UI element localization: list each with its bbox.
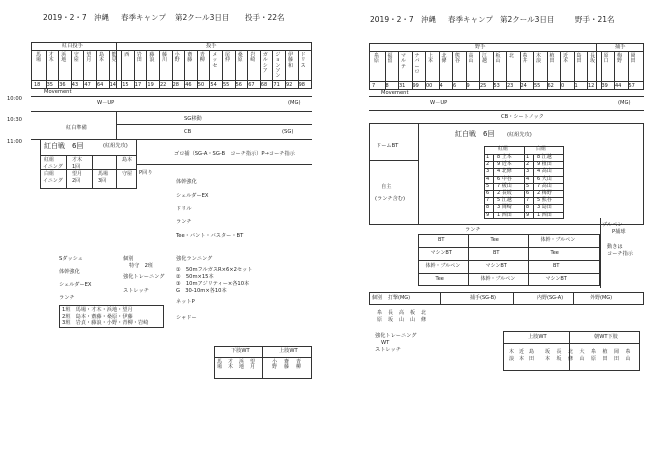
strength-label: 強化トレーニング — [123, 274, 165, 280]
lineup-white: 2 梅野 — [537, 190, 552, 196]
running-item: ③ 10mアジリティー×各10本 — [176, 281, 250, 287]
lineup-head: 紅組 — [498, 146, 509, 152]
roster-name: 浜地 — [61, 52, 67, 64]
roster-number: 4 — [439, 83, 443, 89]
sub-cell: 守屋 — [122, 171, 133, 177]
sg-move-label: SG移動 — [184, 116, 202, 122]
wt-name: 本 — [519, 356, 525, 362]
sub-cell: 2回 — [72, 178, 81, 184]
roster-name: 北條 — [441, 53, 447, 65]
s-dash-label: Sダッシュ — [59, 256, 83, 262]
rotation-cell: マシンBT — [485, 263, 507, 269]
catchers-label: 捕手 — [615, 44, 626, 50]
coach-note-label: 動きは コーチ指示 — [607, 244, 633, 257]
right-mg-label: (MG) — [618, 100, 631, 106]
roster-name: 北 — [509, 53, 515, 59]
wt-name: 馬場 — [217, 359, 223, 371]
right-wt-upper: 上肢WT — [528, 334, 547, 340]
right-header-place: 沖縄 — [421, 15, 436, 24]
roster-name: ドリス — [300, 52, 306, 69]
roster-name: 才木 — [48, 52, 54, 64]
right-header-cool: 第2クール3日目 — [500, 15, 555, 24]
cb-label: CB — [184, 129, 192, 135]
roster-name: 能見 — [111, 52, 117, 64]
roster-name: 小野 — [174, 52, 180, 64]
sub-cell: 3回 — [98, 178, 107, 184]
wt-name: 望月 — [250, 359, 256, 371]
roster-number: 62 — [547, 83, 554, 89]
right-header-date: 2019・2・7 — [370, 15, 414, 24]
roster-number: 56 — [235, 82, 242, 88]
roster-name: 糸原 — [374, 53, 380, 65]
roster-number: 1 — [574, 83, 578, 89]
roster-number: 46 — [185, 82, 192, 88]
roster-name: 守屋 — [73, 52, 79, 64]
menu-item: Tee・バント・バスター・BT — [176, 233, 244, 239]
bottom-name: 山 — [399, 317, 405, 323]
roster-number: 35 — [46, 82, 53, 88]
roster-number: 23 — [507, 83, 514, 89]
roster-name: ジョンソン — [275, 52, 281, 79]
roster-number: 0 — [561, 83, 565, 89]
sub-cell: 才木 — [72, 157, 83, 163]
roster-name: 馬場 — [36, 52, 42, 64]
roster-name: 尾仲 — [225, 52, 231, 64]
lineup-white: 5 熊谷 — [537, 197, 552, 204]
red-white-pitchers-label: 紅白投手 — [62, 43, 83, 49]
roster-number: 00 — [426, 83, 433, 89]
lineup-order: 9 — [526, 211, 530, 218]
rotation-cell: 体幹・ブルペン — [540, 237, 576, 243]
fielders-label: 野手 — [475, 44, 486, 50]
bottom-name: 坂 — [388, 317, 394, 323]
roster-number: 99 — [412, 83, 419, 89]
individual-label: 個別 — [123, 256, 134, 262]
lineup-red: 7 板山 — [497, 182, 512, 189]
running-item: ① 50mフルガスR×6×2セット — [176, 267, 253, 273]
wt-name: 田 — [529, 356, 535, 362]
lineup-order: 5 — [486, 182, 490, 189]
roster-name: 藤浪 — [149, 52, 155, 64]
time-1030: 10:30 — [7, 117, 22, 123]
roster-number: 6 — [453, 83, 457, 89]
right-strength-label: 強化トレーニング — [375, 333, 417, 339]
shadow-label: シャドー — [176, 315, 197, 321]
lineup-red: 8 上本 — [497, 154, 512, 160]
lineup-head: 白組 — [536, 146, 547, 152]
roster-number: 8 — [385, 83, 389, 89]
rotation-cell: 体幹・ブルペン — [425, 263, 461, 269]
rotation-cell: 体幹・ブルペン — [480, 276, 516, 282]
wup-label: W－UP — [97, 100, 115, 106]
rotation-cell: BT — [438, 237, 445, 243]
wt-name: 山 — [579, 356, 585, 362]
time-1000: 10:00 — [7, 96, 22, 102]
roster-number: 14 — [109, 82, 116, 88]
lineup-order: 3 — [526, 168, 530, 175]
left-header-camp: 春季キャンプ — [121, 13, 166, 22]
roster-number: 67 — [248, 82, 255, 88]
bottom-name: 糸 — [377, 310, 383, 316]
rotation-cell: Tee — [435, 276, 444, 282]
sub-inning-label: イニング — [43, 164, 63, 170]
goro-label: ゴロ捕（SG-A・SG-B コーチ指示）P→コーチ指示 — [174, 151, 295, 157]
roster-name: 伊藤和 — [288, 52, 294, 69]
wt-name: 田 — [602, 356, 608, 362]
lineup-order: 8 — [526, 204, 530, 211]
special-label: 特守 2班 — [129, 263, 154, 269]
movement-label: Movement — [44, 89, 72, 95]
roster-number: 71 — [273, 82, 280, 88]
right-movement-label: Movement — [381, 90, 409, 96]
lineup-red: 4 北條 — [497, 168, 512, 175]
roster-number: 25 — [480, 83, 487, 89]
individual-cell: 外野(MG) — [590, 295, 613, 301]
left-game-title: 紅白戦 6回 — [44, 142, 84, 150]
right-page — [325, 0, 650, 450]
roster-name: 福留 — [387, 53, 393, 65]
wt-name: 北 — [568, 349, 574, 355]
right-stretch-label: ストレッチ — [375, 347, 401, 353]
right-game-title: 紅白戦 6回 — [455, 130, 495, 138]
roster-name: 原口 — [603, 53, 609, 65]
roster-number: 68 — [260, 82, 268, 88]
roster-name: 岡田 — [630, 53, 636, 65]
sg-label: (SG) — [282, 129, 294, 135]
lunch-right-label: ランチ — [465, 227, 481, 233]
lineup-red: 9 近本 — [497, 161, 512, 168]
roster-number: 54 — [210, 82, 217, 88]
bottom-name: 山 — [410, 317, 416, 323]
roster-name: 西 — [124, 52, 130, 58]
right-header-group: 野手・21名 — [575, 15, 615, 24]
roster-number: 19 — [147, 82, 154, 88]
dome-bt-label: ドームBT — [376, 143, 399, 149]
roster-name: 岩田 — [136, 52, 142, 64]
self-label: 自主 — [381, 184, 392, 190]
lineup-white: 8 江越 — [537, 154, 552, 160]
lineup-order: 2 — [526, 161, 530, 168]
wt-name: 小野 — [272, 359, 278, 371]
roster-name: 齋藤 — [187, 52, 193, 64]
roster-name: 近本 — [563, 53, 569, 65]
lineup-order: 4 — [526, 175, 530, 182]
bottom-name: 原 — [377, 317, 383, 323]
roster-name: 植田 — [549, 53, 555, 65]
rotation-cell: Tee — [490, 237, 499, 243]
wt-name: 近 — [519, 349, 525, 355]
lineup-red: 3 岡崎 — [497, 204, 512, 211]
lineup-order: 7 — [486, 197, 490, 204]
right-wt-label: WT — [381, 340, 390, 346]
self-note-label: (ランチ含む) — [375, 196, 405, 202]
roster-name: 高山 — [468, 53, 474, 65]
running-label: 強化ランニング — [176, 256, 213, 262]
bottom-name: 高 — [399, 310, 405, 316]
lineup-white: 3 島田 — [537, 204, 552, 211]
p-catch-label: P捕球 — [612, 229, 626, 235]
roster-name: ナバーロ — [414, 53, 420, 75]
roster-number: 24 — [520, 83, 527, 89]
lineup-white: 4 高山 — [537, 168, 552, 175]
left-wt-lower: 下肢WT — [231, 348, 250, 354]
wt-name: 才木 — [228, 359, 234, 371]
lineup-order: 6 — [486, 190, 490, 196]
lineup-red: 5 江越 — [497, 197, 512, 204]
roster-name: 梅野 — [617, 53, 623, 65]
roster-name: 糸井 — [522, 53, 528, 65]
lineup-order: 1 — [526, 154, 530, 160]
bullpen-label: ブルペン — [602, 222, 623, 228]
sub-cell: 島本 — [122, 157, 133, 163]
roster-number: 9 — [466, 83, 470, 89]
lineup-white: 9 植田 — [537, 161, 552, 168]
running-item: G 30-10m×各10本 — [176, 288, 227, 294]
sub-inning2-label: イニング — [43, 178, 63, 184]
roster-number: 39 — [601, 83, 608, 89]
menu-item: 体幹強化 — [176, 179, 197, 185]
roster-number: 53 — [493, 83, 500, 89]
wt-name: 糸 — [591, 349, 597, 355]
wt-name: 本 — [545, 356, 551, 362]
wt-name: 田 — [614, 356, 620, 362]
lineup-order: 7 — [526, 197, 530, 204]
group-line: 1班 馬場・才木・浜地・望月 — [62, 307, 133, 313]
individual-cell: 内野(SG-A) — [537, 295, 564, 301]
bottom-name: 長 — [388, 310, 394, 316]
rotation-cell: マシンBT — [430, 250, 452, 256]
bottom-name: 條 — [421, 317, 427, 323]
wt-name: 原 — [591, 356, 597, 362]
wt-name: 山 — [625, 356, 631, 362]
roster-name: 島本 — [99, 52, 105, 64]
redwhite-prep-label: 紅白準備 — [66, 125, 87, 131]
stretch-label: ストレッチ — [123, 288, 149, 294]
lineup-order: 9 — [486, 211, 490, 218]
roster-name: 上本 — [428, 53, 434, 65]
wt-name: 長 — [556, 349, 562, 355]
roster-number: 92 — [286, 82, 293, 88]
wt-name: 大 — [579, 349, 585, 355]
wt-name: 糸 — [625, 349, 631, 355]
roster-name: 岩崎 — [250, 52, 256, 64]
right-game-note: (紅組先攻) — [507, 132, 532, 138]
individual-cell: 個別 — [372, 295, 383, 301]
left-wt-upper: 上肢WT — [279, 348, 298, 354]
individual-cell: 打撃(MG) — [388, 295, 411, 301]
wt-name: 島 — [529, 349, 535, 355]
menu-item: ランチ — [176, 219, 192, 225]
group-line: 3班 岩貞・藤浪・小野・青柳・岩崎 — [62, 320, 149, 326]
roster-name: 熊谷 — [455, 53, 461, 65]
lineup-white: 6 大山 — [537, 175, 552, 182]
wt-name: 青柳 — [296, 359, 302, 371]
roster-number: 31 — [399, 83, 406, 89]
sub-cell: 望月 — [72, 171, 83, 177]
wt-name: 植 — [602, 349, 608, 355]
roster-number: 7 — [372, 83, 376, 89]
lineup-red: 1 西田 — [497, 211, 512, 218]
lineup-red: 2 長坂 — [497, 190, 512, 196]
sub-cell: 1回 — [72, 164, 81, 170]
wt-name: 坂 — [556, 356, 562, 362]
roster-name: 江越 — [482, 53, 488, 65]
wt-name: 浪 — [509, 356, 515, 362]
left-header-place: 沖縄 — [94, 13, 109, 22]
trunk-label: 体幹強化 — [59, 269, 80, 275]
bottom-name: 板 — [410, 310, 416, 316]
lineup-order: 6 — [526, 190, 530, 196]
wt-name: 浜地 — [239, 359, 245, 371]
roster-number: 18 — [34, 82, 41, 88]
roster-number: 64 — [97, 82, 104, 88]
wt-name: 木 — [509, 349, 515, 355]
lineup-order: 1 — [486, 154, 490, 160]
lineup-order: 4 — [486, 175, 490, 182]
menu-item: ドリル — [176, 206, 192, 212]
lineup-white: 7 高山 — [537, 182, 552, 189]
lunch-label: ランチ — [59, 295, 75, 301]
roster-number: 15 — [122, 82, 129, 88]
roster-number: 44 — [615, 83, 622, 89]
roster-number: 28 — [172, 82, 179, 88]
left-header-cool: 第2クール3日目 — [175, 13, 230, 22]
roster-name: マルテ — [401, 53, 407, 70]
lineup-order: 3 — [486, 168, 490, 175]
roster-number: 55 — [223, 82, 230, 88]
wt-name: 岡 — [614, 349, 620, 355]
roster-name: ガルシア — [262, 52, 268, 74]
lineup-order: 2 — [486, 161, 490, 168]
cb-knock-label: CB・シートノック — [501, 114, 544, 120]
lineup-order: 5 — [526, 182, 530, 189]
mg-label: (MG) — [288, 100, 301, 106]
menu-item: P回り — [139, 170, 153, 176]
individual-cell: 捕手(SG-B) — [470, 295, 497, 301]
right-wup-label: W－UP — [430, 100, 448, 106]
roster-name: 青柳 — [199, 52, 205, 64]
roster-number: 36 — [59, 82, 66, 88]
net-p-label: ネットP — [176, 299, 195, 305]
wt-name: 齋藤 — [284, 359, 290, 371]
roster-name: メッセ — [212, 52, 218, 69]
time-1100: 11:00 — [7, 139, 22, 145]
bottom-name: 北 — [421, 310, 427, 316]
roster-name: 木浪 — [536, 53, 542, 65]
roster-number: 57 — [628, 83, 635, 89]
right-header-camp: 春季キャンプ — [448, 15, 493, 24]
sub-white-label: 白組 — [44, 171, 55, 177]
right-wt-morning: 朝WT下肢 — [594, 334, 618, 340]
roster-number: 22 — [160, 82, 167, 88]
roster-number: 12 — [588, 83, 595, 89]
rotation-cell: BT — [493, 250, 500, 256]
left-header-group: 投手・22名 — [245, 13, 285, 22]
roster-name: 望月 — [86, 52, 92, 64]
roster-name: 島田 — [576, 53, 582, 65]
roster-number: 43 — [71, 82, 79, 88]
lineup-red: 6 中谷 — [497, 175, 512, 182]
wt-name: 條 — [568, 356, 574, 362]
rotation-cell: Tee — [550, 250, 559, 256]
lineup-order: 8 — [486, 204, 490, 211]
roster-number: 98 — [298, 82, 305, 88]
roster-number: 50 — [197, 82, 205, 88]
roster-name: 藤川 — [162, 52, 168, 64]
rotation-cell: マシンBT — [545, 276, 567, 282]
roster-name: 長坂 — [590, 53, 596, 65]
running-item: ② 50m×15本 — [176, 274, 214, 280]
pitchers-label: 投手 — [206, 43, 217, 49]
rotation-cell: BT — [553, 263, 560, 269]
left-header-date: 2019・2・7 — [43, 13, 87, 22]
roster-name: 板山 — [495, 53, 501, 65]
shoulder-label: シェルダーEX — [59, 282, 92, 288]
sub-red-label: 紅組 — [44, 157, 55, 163]
roster-number: 17 — [134, 82, 142, 88]
roster-name: 桑原 — [237, 52, 243, 64]
group-line: 2班 島本・齋藤・桑原・伊藤 — [62, 313, 133, 320]
lineup-white: 1 西田 — [537, 211, 552, 218]
roster-number: 47 — [84, 82, 91, 88]
left-game-note: (紅組先攻) — [103, 143, 128, 149]
wt-name: 坂 — [545, 349, 551, 355]
menu-item: シェルダーEX — [176, 193, 209, 199]
sub-cell: 馬場 — [98, 171, 109, 177]
roster-number: 55 — [534, 83, 541, 89]
